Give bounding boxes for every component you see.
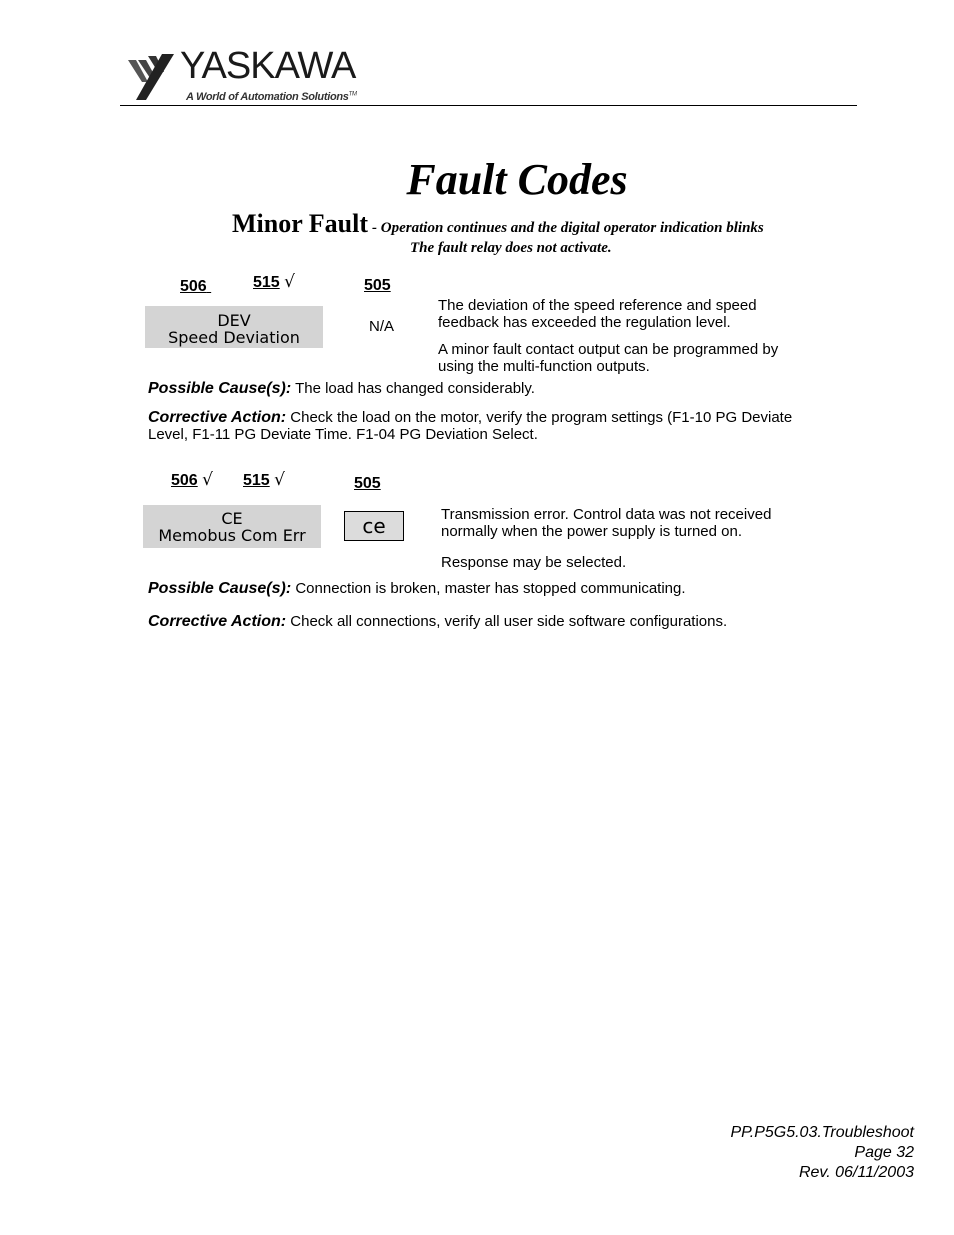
corrective-action: [148, 409, 808, 443]
subtitle-main: Minor Fault: [232, 209, 369, 238]
code-506: 506: [171, 472, 198, 489]
fault-description-2: A minor fault contact output can be programmed by using the multi-function outputs.: [438, 341, 779, 375]
display-code: CE: [221, 509, 243, 528]
subtitle-note: - Operation continues and the digital operator indication blinks: [372, 220, 764, 236]
display-label: Memobus Com Err: [158, 526, 306, 545]
subtitle: [232, 208, 764, 239]
code-505: 505: [354, 475, 381, 492]
operator-indication: N/A: [369, 318, 395, 335]
code-515: 515: [253, 274, 280, 291]
corrective-action-text: Check all connections, verify all user side software configurations.: [290, 613, 728, 630]
display-label: Speed Deviation: [168, 328, 300, 347]
brand-name: YASKAWA: [180, 45, 356, 87]
code-515-with-check: [243, 470, 285, 490]
operator-display-box: ce: [344, 511, 404, 541]
yaskawa-logo-icon: [126, 52, 178, 102]
possible-cause-text: The load has changed considerably.: [295, 380, 535, 397]
fault-description: Transmission error. Control data was not received normally when the power supply is turned on.: [441, 506, 772, 540]
display-panel: [145, 306, 323, 348]
possible-cause-text: Connection is broken, master has stopped communicating.: [295, 580, 686, 597]
corrective-action-label: Corrective Action:: [148, 613, 287, 630]
code-515-with-check: [253, 272, 295, 292]
display-code: DEV: [217, 311, 251, 330]
document-id: PP.P5G5.03.Troubleshoot: [730, 1124, 914, 1141]
corrective-action-label: Corrective Action:: [148, 409, 287, 426]
page-number: Page 32: [854, 1144, 914, 1161]
corrective-action-text: Check the load on the motor, verify the program settings (F1-10 PG Deviate Level, F1-11 PG Deviate Time. F1-04 PG Deviation Select.: [148, 409, 793, 443]
possible-cause: [148, 580, 828, 597]
code-505: 505: [364, 277, 391, 294]
possible-cause-label: Possible Cause(s):: [148, 380, 292, 397]
header-rule: [120, 105, 857, 106]
trademark: TM: [348, 91, 357, 98]
code-506-with-check: [171, 470, 213, 490]
check-mark-icon: √: [202, 470, 213, 490]
revision-date: Rev. 06/11/2003: [798, 1164, 914, 1181]
possible-cause-label: Possible Cause(s):: [148, 580, 292, 597]
code-515: 515: [243, 472, 270, 489]
fault-description-2: Response may be selected.: [441, 554, 627, 571]
code-506: 506: [180, 278, 207, 295]
possible-cause: [148, 380, 828, 397]
page-title: Fault Codes: [406, 155, 628, 204]
display-panel: [143, 505, 321, 548]
corrective-action: [148, 613, 828, 630]
brand-tagline: A World of Automation Solutions™: [186, 91, 357, 103]
subtitle-note-2: The fault relay does not activate.: [410, 240, 612, 256]
check-mark-icon: √: [274, 470, 285, 490]
check-mark-icon: √: [284, 272, 295, 292]
page-footer: [730, 1123, 914, 1183]
fault-description: The deviation of the speed reference and speed feedback has exceeded the regulation level.: [438, 297, 757, 331]
